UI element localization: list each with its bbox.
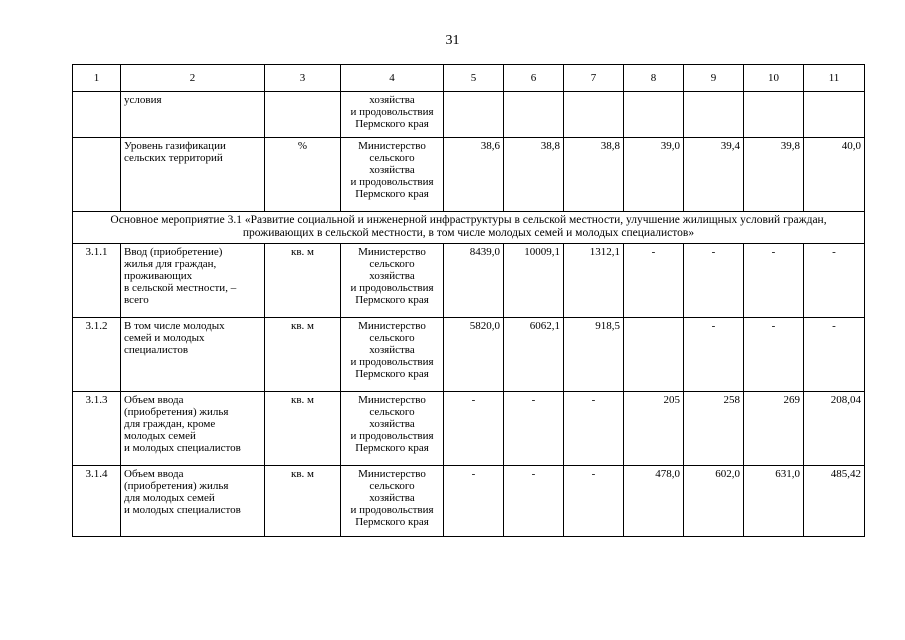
value-cell: - xyxy=(684,244,744,318)
indicator-name: Объем ввода (приобретения) жилья для молодых семей и молодых специалистов xyxy=(121,466,265,537)
section-row xyxy=(73,212,865,244)
value-cell: - xyxy=(624,244,684,318)
value-cell: 208,04 xyxy=(804,392,865,466)
value-cell: 258 xyxy=(684,392,744,466)
table-row xyxy=(73,318,865,392)
row-number xyxy=(73,138,121,212)
column-header: 11 xyxy=(804,65,865,92)
indicator-name: условия xyxy=(121,92,265,138)
unit-cell: кв. м xyxy=(265,466,341,537)
value-cell: 269 xyxy=(744,392,804,466)
row-number: 3.1.1 xyxy=(73,244,121,318)
unit-cell: кв. м xyxy=(265,392,341,466)
column-header: 7 xyxy=(564,65,624,92)
column-header: 4 xyxy=(341,65,444,92)
value-cell: 485,42 xyxy=(804,466,865,537)
value-cell: - xyxy=(804,244,865,318)
row-number xyxy=(73,92,121,138)
unit-cell xyxy=(265,92,341,138)
unit-cell: % xyxy=(265,138,341,212)
value-cell: 38,8 xyxy=(504,138,564,212)
value-cell: 918,5 xyxy=(564,318,624,392)
value-cell: - xyxy=(504,466,564,537)
value-cell: 38,8 xyxy=(564,138,624,212)
header-row xyxy=(73,65,865,92)
value-cell: 5820,0 xyxy=(444,318,504,392)
indicator-name: В том числе молодых семей и молодых специалистов xyxy=(121,318,265,392)
value-cell: - xyxy=(444,466,504,537)
column-header: 10 xyxy=(744,65,804,92)
column-header: 5 xyxy=(444,65,504,92)
row-number: 3.1.4 xyxy=(73,466,121,537)
value-cell: - xyxy=(444,392,504,466)
value-cell: 39,4 xyxy=(684,138,744,212)
table-row xyxy=(73,466,865,537)
value-cell: 39,8 xyxy=(744,138,804,212)
unit-cell: кв. м xyxy=(265,318,341,392)
table-row xyxy=(73,92,865,138)
row-number: 3.1.2 xyxy=(73,318,121,392)
value-cell xyxy=(624,92,684,138)
indicator-name: Уровень газификации сельских территорий xyxy=(121,138,265,212)
value-cell: 631,0 xyxy=(744,466,804,537)
page-number: 31 xyxy=(445,33,460,48)
column-header: 9 xyxy=(684,65,744,92)
value-cell xyxy=(564,92,624,138)
indicator-name: Объем ввода (приобретения) жилья для граждан, кроме молодых семей и молодых специалистов xyxy=(121,392,265,466)
value-cell: - xyxy=(684,318,744,392)
responsible-cell: Министерство сельского хозяйства и продовольствия Пермского края xyxy=(341,466,444,537)
section-title: Основное мероприятие 3.1 «Развитие социальной и инженерной инфраструктуры в сельской местности, улучшение жилищных условий граждан, проживающих в сельской местности, в том числе молодых семей и молодых специалистов» xyxy=(73,212,865,244)
value-cell xyxy=(444,92,504,138)
value-cell: 40,0 xyxy=(804,138,865,212)
table-row xyxy=(73,138,865,212)
value-cell: - xyxy=(564,392,624,466)
column-header: 2 xyxy=(121,65,265,92)
value-cell: - xyxy=(504,392,564,466)
value-cell: 8439,0 xyxy=(444,244,504,318)
indicator-table xyxy=(72,64,865,537)
value-cell: 478,0 xyxy=(624,466,684,537)
value-cell: 38,6 xyxy=(444,138,504,212)
indicator-name: Ввод (приобретение) жилья для граждан, проживающих в сельской местности, – всего xyxy=(121,244,265,318)
value-cell xyxy=(624,318,684,392)
value-cell: 205 xyxy=(624,392,684,466)
value-cell: 39,0 xyxy=(624,138,684,212)
value-cell xyxy=(804,92,865,138)
value-cell: - xyxy=(564,466,624,537)
value-cell: - xyxy=(744,244,804,318)
responsible-cell: Министерство сельского хозяйства и продовольствия Пермского края xyxy=(341,392,444,466)
responsible-cell: Министерство сельского хозяйства и продовольствия Пермского края xyxy=(341,318,444,392)
responsible-cell: Министерство сельского хозяйства и продовольствия Пермского края xyxy=(341,244,444,318)
column-header: 8 xyxy=(624,65,684,92)
table-row xyxy=(73,392,865,466)
value-cell: 6062,1 xyxy=(504,318,564,392)
value-cell xyxy=(744,92,804,138)
responsible-cell: хозяйства и продовольствия Пермского края xyxy=(341,92,444,138)
column-header: 3 xyxy=(265,65,341,92)
value-cell xyxy=(504,92,564,138)
value-cell xyxy=(684,92,744,138)
value-cell: - xyxy=(744,318,804,392)
unit-cell: кв. м xyxy=(265,244,341,318)
column-header: 6 xyxy=(504,65,564,92)
responsible-cell: Министерство сельского хозяйства и продовольствия Пермского края xyxy=(341,138,444,212)
value-cell: - xyxy=(804,318,865,392)
column-header: 1 xyxy=(73,65,121,92)
value-cell: 10009,1 xyxy=(504,244,564,318)
table-row xyxy=(73,244,865,318)
row-number: 3.1.3 xyxy=(73,392,121,466)
value-cell: 602,0 xyxy=(684,466,744,537)
value-cell: 1312,1 xyxy=(564,244,624,318)
